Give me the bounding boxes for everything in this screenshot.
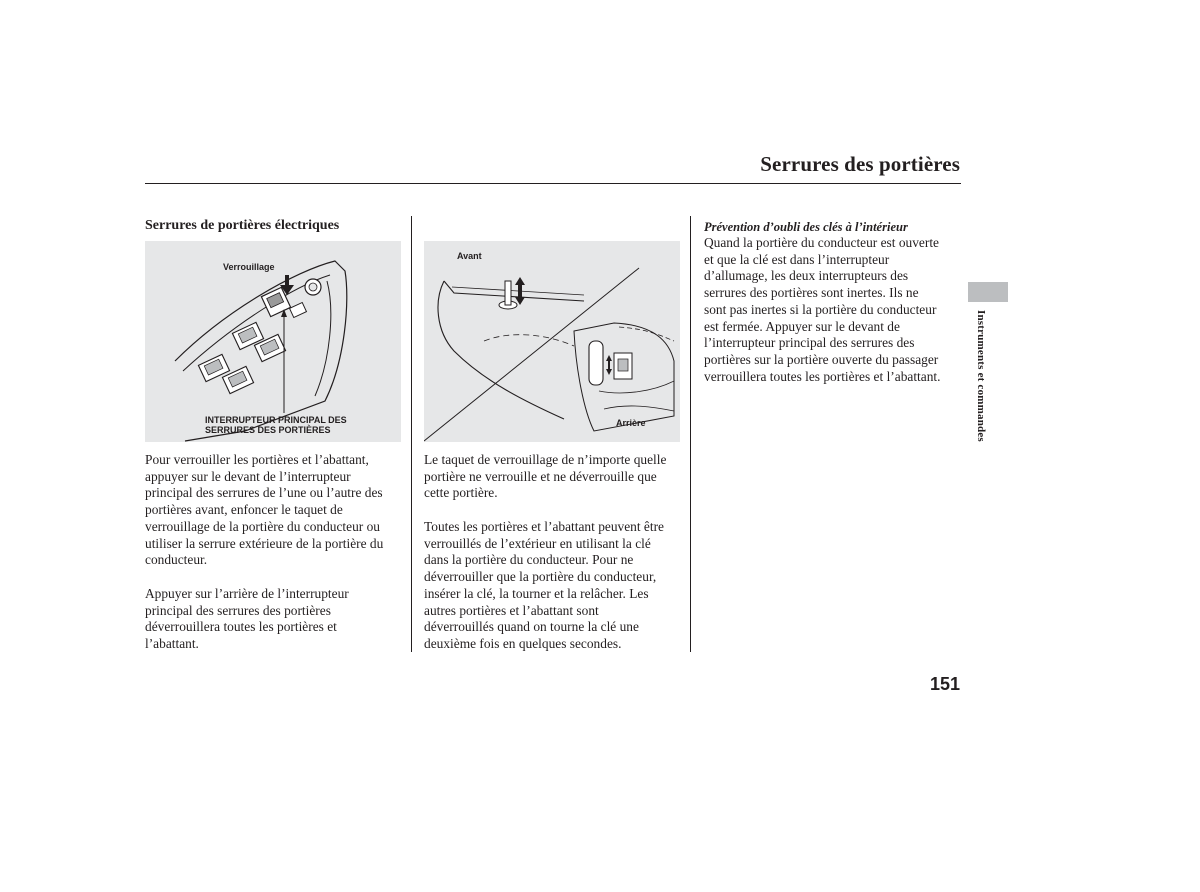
sidebar-paragraph <box>704 235 966 385</box>
section-tab-label: Instruments et commandes <box>975 310 987 442</box>
text-line: l’interrupteur principal des serrures des <box>704 335 915 351</box>
figure-window-switch <box>145 241 401 442</box>
text-line: portières avant, enfoncer le taquet de <box>145 502 343 518</box>
text-line: d’allumage, les deux interrupteurs des <box>704 268 909 284</box>
text-line: deuxième fois en quelques secondes. <box>424 635 622 651</box>
text-line: portières sur la portière ouverte du passager <box>704 351 939 367</box>
figure-label-front: Avant <box>457 251 482 261</box>
figure-label-switch-line2: SERRURES DES PORTIÈRES <box>205 425 331 435</box>
text-line: conducteur. <box>145 552 208 568</box>
text-line: verrouillage de la portière du conducteur ou <box>145 518 380 534</box>
figure-door-lock-tab <box>424 241 680 442</box>
text-line: dans la portière du conducteur. Pour ne <box>424 552 634 568</box>
text-line: et que la clé est dans l’interrupteur <box>704 251 890 267</box>
section-heading: Serrures de portières électriques <box>145 218 340 233</box>
figure-label-rear: Arrière <box>616 418 646 428</box>
text-line: Toutes les portières et l’abattant peuvent être <box>424 519 664 534</box>
sidebar-heading: Prévention d’oubli des clés à l’intérieur <box>704 220 908 234</box>
left-paragraph-2 <box>145 586 407 653</box>
text-line: Appuyer sur l’arrière de l’interrupteur <box>145 586 349 601</box>
text-line: déverrouiller que la portière du conducteur, <box>424 569 657 585</box>
text-line: Quand la portière du conducteur est ouverte <box>704 235 939 250</box>
page-number: 151 <box>929 674 960 694</box>
text-line: l’abattant. <box>145 636 199 652</box>
text-line: principal des serrures des portières <box>145 602 331 618</box>
text-line: cette portière. <box>424 485 498 501</box>
page-title: Serrures des portières <box>760 152 960 176</box>
door-lock-tab-illustration <box>424 241 680 442</box>
text-line: appuyer sur le devant de l’interrupteur <box>145 468 351 484</box>
figure-label-switch-line1: INTERRUPTEUR PRINCIPAL DES <box>205 415 347 425</box>
text-line: verrouillés de l’extérieur en utilisant la clé <box>424 535 651 551</box>
middle-paragraph-2 <box>424 519 686 653</box>
figure-label-lock: Verrouillage <box>223 262 275 272</box>
text-line: autres portières et l’abattant sont <box>424 602 599 618</box>
text-line: serrures des portières sont inertes. Ils ne <box>704 285 919 301</box>
text-line: verrouillera toutes les portières et l’abattant. <box>704 368 941 384</box>
text-line: Pour verrouiller les portières et l’abattant, <box>145 452 369 467</box>
text-line: est fermée. Appuyer sur le devant de <box>704 318 900 334</box>
section-tab-marker <box>968 282 1008 302</box>
left-paragraph-1 <box>145 452 407 569</box>
text-line: déverrouillés quand on tourne la clé une <box>424 619 639 635</box>
title-rule <box>145 183 961 184</box>
middle-paragraph-1 <box>424 452 686 502</box>
text-line: insérer la clé, la tourner et la relâcher. Les <box>424 585 649 601</box>
text-line: sont pas inertes si la portière du conducteur <box>704 301 937 317</box>
text-line: Le taquet de verrouillage de n’importe quelle <box>424 452 667 467</box>
column-divider-left <box>411 216 412 652</box>
text-line: portière ne verrouille et ne déverrouille que <box>424 468 657 484</box>
text-line: utiliser la serrure extérieure de la portière du <box>145 535 384 551</box>
text-line: principal des serrures de l’une ou l’autre des <box>145 485 383 501</box>
text-line: déverrouillera toutes les portières et <box>145 619 337 635</box>
column-divider-right <box>690 216 691 652</box>
